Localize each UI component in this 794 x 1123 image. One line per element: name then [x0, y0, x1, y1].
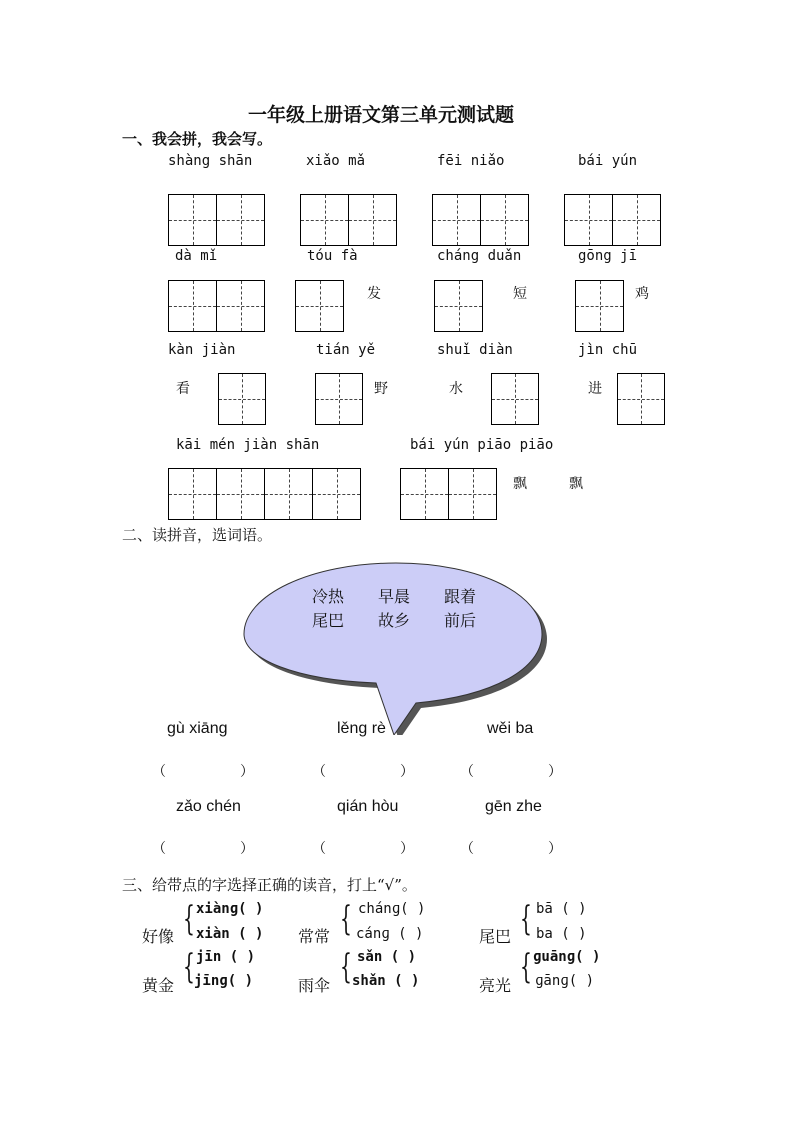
reading-option[interactable]: bā ( ) — [536, 901, 587, 917]
answer-paren-open: （ — [460, 764, 474, 780]
word-haoxiang: 好像 — [142, 927, 175, 946]
pinyin-guxiang: gù xiāng — [167, 720, 228, 737]
pinyin-tian-ye: tián yě — [316, 342, 376, 358]
brace-icon: { — [340, 899, 352, 939]
given-char-fa: 发 — [367, 286, 381, 302]
writing-box[interactable] — [168, 468, 217, 520]
writing-box[interactable] — [400, 468, 449, 520]
writing-box[interactable] — [434, 280, 483, 332]
answer-paren-open: （ — [460, 841, 474, 857]
pinyin-zaochen: zǎo chén — [176, 798, 241, 815]
reading-option[interactable]: sǎn ( ) — [357, 949, 417, 965]
reading-option[interactable]: shǎn ( ) — [352, 973, 420, 989]
given-char-ye: 野 — [374, 381, 388, 397]
answer-paren-close: ） — [240, 764, 254, 780]
answer-paren-open: （ — [152, 764, 166, 780]
pinyin-kan-jian: kàn jiàn — [168, 342, 236, 358]
word-liangguang: 亮光 — [479, 976, 512, 995]
reading-option[interactable]: cánɡ ( ) — [356, 926, 424, 942]
given-char-kan: 看 — [176, 381, 190, 397]
pinyin-chang-duan: cháng duǎn — [437, 248, 522, 264]
brace-icon: { — [183, 899, 195, 939]
brace-icon: { — [183, 947, 195, 987]
pinyin-weiba: wěi ba — [487, 720, 534, 737]
writing-box[interactable] — [480, 194, 529, 246]
writing-box[interactable] — [617, 373, 665, 425]
writing-box[interactable] — [564, 194, 613, 246]
writing-box[interactable] — [575, 280, 624, 332]
word-weiba: 尾巴 — [312, 611, 345, 630]
writing-box[interactable] — [216, 468, 265, 520]
brace-icon: { — [520, 899, 532, 939]
writing-box[interactable] — [295, 280, 344, 332]
given-char-shui: 水 — [449, 381, 463, 397]
writing-box[interactable] — [612, 194, 661, 246]
writing-box[interactable] — [168, 280, 217, 332]
answer-paren-close: ） — [548, 764, 562, 780]
given-char-jin: 进 — [588, 381, 602, 397]
writing-box[interactable] — [348, 194, 397, 246]
given-char-piao: 飘 — [513, 476, 527, 492]
writing-box[interactable] — [491, 373, 539, 425]
reading-option[interactable]: jīnɡ( ) — [194, 973, 254, 989]
reading-option[interactable]: ɡānɡ( ) — [535, 973, 595, 989]
given-char-ji: 鸡 — [635, 286, 649, 302]
section1-heading: 一、我会拼，我会写。 — [122, 130, 273, 148]
section3-heading: 三、给带点的字选择正确的读音，打上“√”。 — [122, 876, 417, 894]
word-lengre: 冷热 — [312, 587, 345, 606]
reading-option[interactable]: chánɡ( ) — [358, 901, 426, 917]
pinyin-da-mi: dà mǐ — [175, 248, 218, 264]
pinyin-kai-men-jian-shan: kāi mén jiàn shān — [176, 437, 320, 453]
pinyin-bai-yun-piao-piao: bái yún piāo piāo — [410, 437, 554, 453]
pinyin-tou-fa: tóu fà — [307, 248, 358, 264]
answer-paren-open: （ — [152, 841, 166, 857]
reading-option[interactable]: xiànɡ( ) — [196, 901, 264, 917]
reading-option[interactable]: ɡuānɡ( ) — [533, 949, 601, 965]
answer-paren-close: ） — [400, 764, 414, 780]
writing-box[interactable] — [312, 468, 361, 520]
writing-box[interactable] — [216, 194, 265, 246]
word-yusan: 雨伞 — [298, 976, 331, 995]
page-title: 一年级上册语文第三单元测试题 — [248, 104, 515, 126]
answer-paren-open: （ — [312, 841, 326, 857]
pinyin-jin-chu: jìn chū — [578, 342, 638, 358]
writing-box[interactable] — [168, 194, 217, 246]
reading-option[interactable]: xiàn ( ) — [196, 926, 264, 942]
reading-option[interactable]: jīn ( ) — [196, 949, 256, 965]
word-huangjin: 黄金 — [142, 976, 175, 995]
pinyin-xiao-ma: xiǎo mǎ — [306, 153, 366, 169]
writing-box[interactable] — [432, 194, 481, 246]
word-guxiang: 故乡 — [378, 611, 411, 630]
answer-paren-open: （ — [312, 764, 326, 780]
word-zaochen: 早晨 — [378, 587, 411, 606]
pinyin-bai-yun: bái yún — [578, 153, 638, 169]
word-changchang: 常常 — [298, 927, 331, 946]
reading-option[interactable]: ba ( ) — [536, 926, 587, 942]
word-genzhe: 跟着 — [444, 587, 477, 606]
writing-box[interactable] — [216, 280, 265, 332]
pinyin-shang-shan: shàng shān — [168, 153, 253, 169]
section2-heading: 二、读拼音，选词语。 — [122, 526, 273, 544]
pinyin-gong-ji: gōng jī — [578, 248, 638, 264]
pinyin-qianhou: qián hòu — [337, 798, 399, 815]
pinyin-fei-niao: fēi niǎo — [437, 153, 505, 169]
word-weiba: 尾巴 — [479, 927, 512, 946]
pinyin-genzhe: gēn zhe — [485, 798, 542, 815]
speech-bubble — [236, 555, 556, 735]
answer-paren-close: ） — [548, 841, 562, 857]
writing-box[interactable] — [218, 373, 266, 425]
given-char-piao: 飘 — [569, 476, 583, 492]
brace-icon: { — [520, 947, 532, 987]
writing-box[interactable] — [300, 194, 349, 246]
brace-icon: { — [340, 947, 352, 987]
word-qianhou: 前后 — [444, 611, 477, 630]
answer-paren-close: ） — [400, 841, 414, 857]
given-char-duan: 短 — [513, 286, 527, 302]
pinyin-shui-dian: shuǐ diàn — [437, 342, 513, 358]
pinyin-lengre: lěng rè — [337, 720, 386, 737]
writing-box[interactable] — [315, 373, 363, 425]
writing-box[interactable] — [448, 468, 497, 520]
writing-box[interactable] — [264, 468, 313, 520]
answer-paren-close: ） — [240, 841, 254, 857]
